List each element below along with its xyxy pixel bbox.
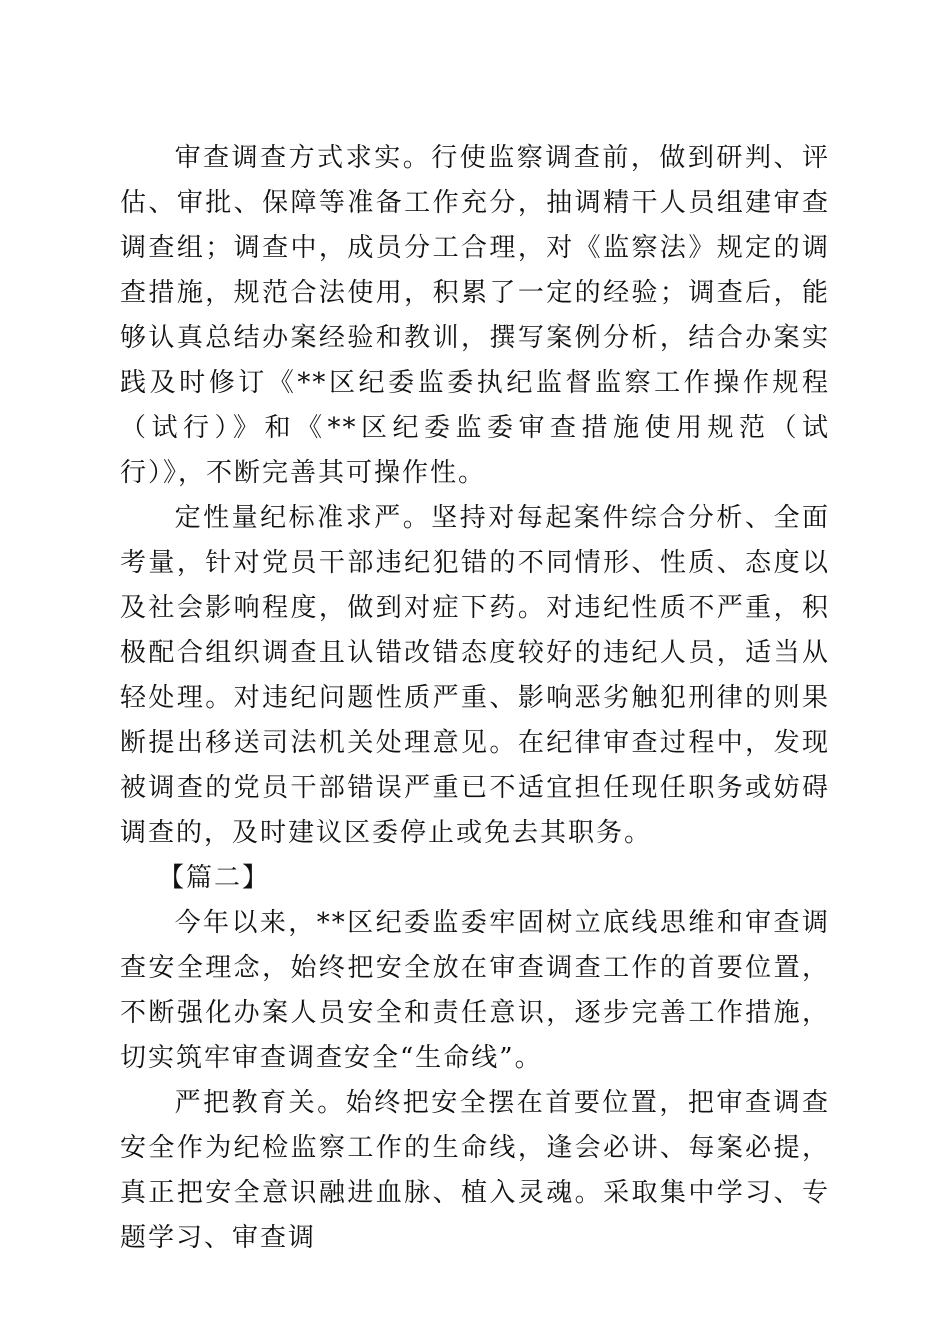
- document-body: [120, 136, 830, 1261]
- paragraph-discipline-standards: 定性量纪标准求严。坚持对每起案件综合分析、全面考量，针对党员干部违纪犯错的不同情形、性质、态度以及社会影响程度，做到对症下药。对违纪性质不严重，积极配合组织调查且认错改错态度较好的违纪人员，适当从轻处理。对违纪问题性质严重、影响恶劣触犯刑律的则果断提出移送司法机关处理意见。在纪律审查过程中，发现被调查的党员干部错误严重已不适宜担任现任职务或妨碍调查的，及时建议区委停止或免去其职务。: [120, 503, 830, 848]
- paragraph-safety-intro: 今年以来，**区纪委监委牢固树立底线思维和审查调查安全理念，始终把安全放在审查调查工作的首要位置，不断强化办案人员安全和责任意识，逐步完善工作措施，切实筑牢审查调查安全“生命线”。: [120, 908, 830, 1073]
- paragraph-review-methods: 审查调查方式求实。行使监察调查前，做到研判、评估、审批、保障等准备工作充分，抽调精干人员组建审查调查组；调查中，成员分工合理，对《监察法》规定的调查措施，规范合法使用，积累了一定的经验；调查后，能够认真总结办案经验和教训，撰写案例分析，结合办案实践及时修订《**区纪委监委执纪监督监察工作操作规程（试行）》和《**区纪委监委审查措施使用规范（试行）》，不断完善其可操作性。: [120, 143, 830, 488]
- paragraph-education: 严把教育关。始终把安全摆在首要位置，把审查调查安全作为纪检监察工作的生命线，逢会必讲、每案必提，真正把安全意识融进血脉、植入灵魂。采取集中学习、专题学习、审查调: [120, 1088, 830, 1253]
- section-heading: 【篇二】: [158, 863, 271, 893]
